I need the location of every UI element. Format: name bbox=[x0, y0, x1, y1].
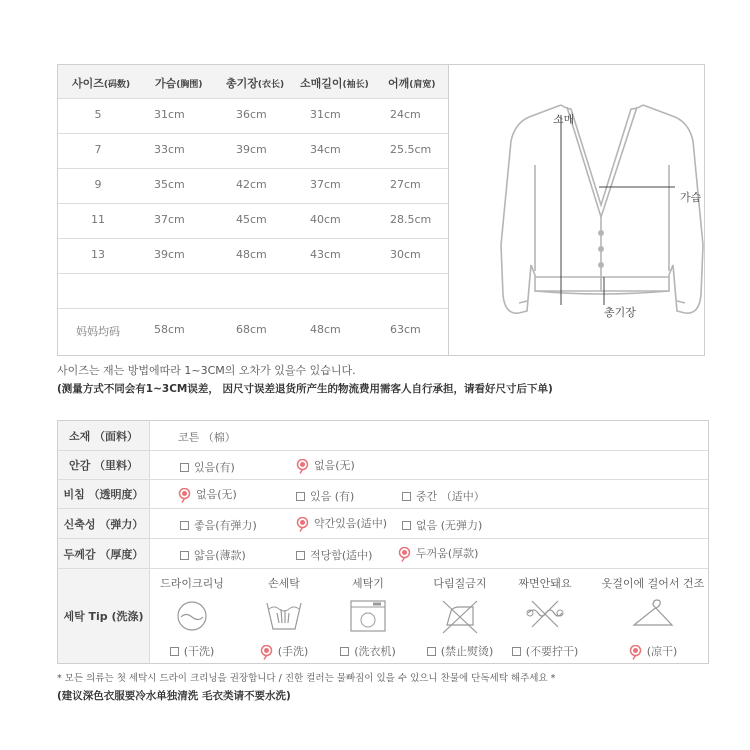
size-table-cell: 5 bbox=[94, 108, 102, 121]
size-table-cell: 37cm bbox=[154, 213, 185, 226]
checkbox-icon bbox=[512, 647, 521, 656]
material-value: 코튼 （棉） bbox=[178, 431, 236, 444]
header-sleeve: 소매길이(袖长) bbox=[300, 77, 369, 90]
wash-option[interactable]: (禁止熨烫) bbox=[420, 643, 500, 659]
lining-option[interactable]: 있음(有) bbox=[180, 459, 235, 475]
size-table-cell: 63cm bbox=[390, 323, 421, 336]
wash-item bbox=[420, 575, 500, 659]
pin-icon bbox=[178, 488, 191, 501]
wash-title: 드라이크리닝 bbox=[160, 577, 224, 590]
wash-item bbox=[332, 575, 404, 659]
size-table-cell: 68cm bbox=[236, 323, 267, 336]
size-note-korean: 사이즈는 재는 방법에따라 1~3CM의 오차가 있을수 있습니다. bbox=[57, 364, 356, 377]
wash-option[interactable]: (手洗) bbox=[248, 643, 320, 659]
checkbox-icon bbox=[402, 521, 411, 530]
checkbox-icon bbox=[296, 492, 305, 501]
pin-icon bbox=[296, 517, 309, 530]
size-table-cell: 48cm bbox=[236, 248, 267, 261]
dry-clean-icon bbox=[171, 595, 213, 637]
size-table-cell: 30cm bbox=[390, 248, 421, 261]
chest-label: 가슴 bbox=[680, 191, 702, 204]
size-table-cell: 58cm bbox=[154, 323, 185, 336]
lining-option-selected[interactable]: 없음(无) bbox=[296, 457, 355, 473]
size-table-cell: 31cm bbox=[310, 108, 341, 121]
material-label: 소재 （面料） bbox=[58, 421, 150, 450]
size-table-row bbox=[58, 309, 448, 355]
header-size: 사이즈(码数) bbox=[72, 77, 131, 90]
wash-title: 다림질금지 bbox=[433, 577, 487, 590]
pin-icon bbox=[296, 459, 309, 472]
cardigan-diagram bbox=[449, 65, 705, 355]
size-table-cell: 7 bbox=[94, 143, 102, 156]
sheer-option[interactable]: 중간 （适中） bbox=[402, 488, 485, 504]
size-table-cell: 35cm bbox=[154, 178, 185, 191]
cardigan-icon bbox=[449, 65, 705, 355]
checkbox-icon bbox=[180, 551, 189, 560]
wash-title: 옷걸이에 걸어서 건조 bbox=[601, 577, 705, 590]
wash-option[interactable]: (凉干) bbox=[598, 643, 708, 659]
size-table-cell: 28.5cm bbox=[390, 213, 432, 226]
size-table-header bbox=[58, 65, 448, 99]
size-table-cell: 43cm bbox=[310, 248, 341, 261]
pin-icon bbox=[629, 645, 642, 658]
wash-item bbox=[248, 575, 320, 659]
stretch-label: 신축성 （弹力） bbox=[58, 509, 150, 538]
checkbox-icon bbox=[296, 551, 305, 560]
size-table-cell: 9 bbox=[94, 178, 102, 191]
checkbox-icon bbox=[402, 492, 411, 501]
size-table bbox=[58, 65, 449, 355]
row-lining bbox=[58, 451, 708, 480]
row-wash bbox=[58, 569, 708, 663]
wash-item bbox=[598, 575, 708, 659]
sheer-label: 비침 （透明度） bbox=[58, 480, 150, 508]
size-table-row bbox=[58, 169, 448, 204]
checkbox-icon bbox=[180, 463, 189, 472]
thickness-option[interactable]: 적당함(适中) bbox=[296, 547, 372, 563]
size-table-cell: 37cm bbox=[310, 178, 341, 191]
stretch-option[interactable]: 없음 (无弹力) bbox=[402, 517, 482, 533]
length-label: 총기장 bbox=[604, 306, 636, 319]
size-table-cell: 45cm bbox=[236, 213, 267, 226]
wash-title: 짜면안돼요 bbox=[518, 577, 572, 590]
hanger-icon bbox=[632, 595, 674, 637]
row-material bbox=[58, 421, 708, 451]
checkbox-icon bbox=[427, 647, 436, 656]
row-sheer bbox=[58, 480, 708, 509]
checkbox-icon bbox=[180, 521, 189, 530]
wash-title: 세탁기 bbox=[352, 577, 384, 590]
sheer-option-selected[interactable]: 없음(无) bbox=[178, 486, 237, 502]
stretch-option[interactable]: 좋음(有弹力) bbox=[180, 517, 257, 533]
wash-option[interactable]: (不要拧干) bbox=[506, 643, 584, 659]
wash-item bbox=[506, 575, 584, 659]
wash-label: 세탁 Tip (洗涤) bbox=[58, 569, 150, 663]
size-table-cell: 27cm bbox=[390, 178, 421, 191]
header-shoulder: 어깨(肩宽) bbox=[388, 77, 436, 90]
wash-item bbox=[152, 575, 232, 659]
size-table-cell: 24cm bbox=[390, 108, 421, 121]
footer-note-korean: * 모든 의류는 첫 세탁시 드라이 크리닝을 권장합니다 / 진한 컬러는 물빠짐이 있을 수 있으니 찬물에 단독세탁 해주세요 * bbox=[57, 673, 556, 684]
size-table-cell: 42cm bbox=[236, 178, 267, 191]
lining-label: 안감 （里料） bbox=[58, 451, 150, 479]
thickness-option-selected[interactable]: 두꺼움(厚款) bbox=[398, 545, 478, 561]
thickness-option[interactable]: 얇음(薄款) bbox=[180, 547, 246, 563]
size-table-row bbox=[58, 274, 448, 309]
hand-wash-icon bbox=[263, 595, 305, 637]
sleeve-label: 소매 bbox=[553, 113, 575, 126]
size-table-row bbox=[58, 239, 448, 274]
size-table-cell: 39cm bbox=[236, 143, 267, 156]
size-table-cell: 33cm bbox=[154, 143, 185, 156]
size-table-cell: 34cm bbox=[310, 143, 341, 156]
pin-icon bbox=[398, 547, 411, 560]
pin-icon bbox=[260, 645, 273, 658]
size-table-cell: 25.5cm bbox=[390, 143, 432, 156]
size-table-row bbox=[58, 204, 448, 239]
sheer-option[interactable]: 있음 (有) bbox=[296, 488, 354, 504]
wash-option[interactable]: (干洗) bbox=[152, 643, 232, 659]
size-table-row bbox=[58, 134, 448, 169]
checkbox-icon bbox=[170, 647, 179, 656]
size-table-row bbox=[58, 99, 448, 134]
size-table-cell: 48cm bbox=[310, 323, 341, 336]
size-table-cell: 13 bbox=[91, 248, 105, 261]
property-table bbox=[57, 420, 709, 664]
wash-title: 손세탁 bbox=[268, 577, 300, 590]
header-length: 총기장(衣长) bbox=[226, 77, 285, 90]
size-table-cell: 36cm bbox=[236, 108, 267, 121]
footer-note-chinese: (建议深色衣服要冷水单独清洗 毛衣类请不要水洗) bbox=[57, 690, 291, 702]
size-table-section bbox=[57, 64, 705, 356]
row-thickness bbox=[58, 539, 708, 569]
washing-machine-icon bbox=[347, 595, 389, 637]
wash-option[interactable]: (洗衣机) bbox=[332, 643, 404, 659]
size-table-cell: 31cm bbox=[154, 108, 185, 121]
checkbox-icon bbox=[340, 647, 349, 656]
row-stretch bbox=[58, 509, 708, 539]
size-table-cell: 40cm bbox=[310, 213, 341, 226]
header-chest: 가슴(胸围) bbox=[155, 77, 203, 90]
thickness-label: 두께감 （厚度） bbox=[58, 539, 150, 568]
no-wring-icon bbox=[524, 595, 566, 637]
size-table-cell: 11 bbox=[91, 213, 105, 226]
size-note-chinese: (测量方式不同会有1~3CM误差， 因尺寸误差退货所产生的物流费用需客人自行承担，请看好尺寸后下单) bbox=[57, 383, 553, 395]
size-table-cell: 妈妈均码 bbox=[76, 325, 120, 338]
size-table-cell: 39cm bbox=[154, 248, 185, 261]
no-iron-icon bbox=[439, 595, 481, 637]
stretch-option-selected[interactable]: 약간있음(适中) bbox=[296, 515, 387, 531]
